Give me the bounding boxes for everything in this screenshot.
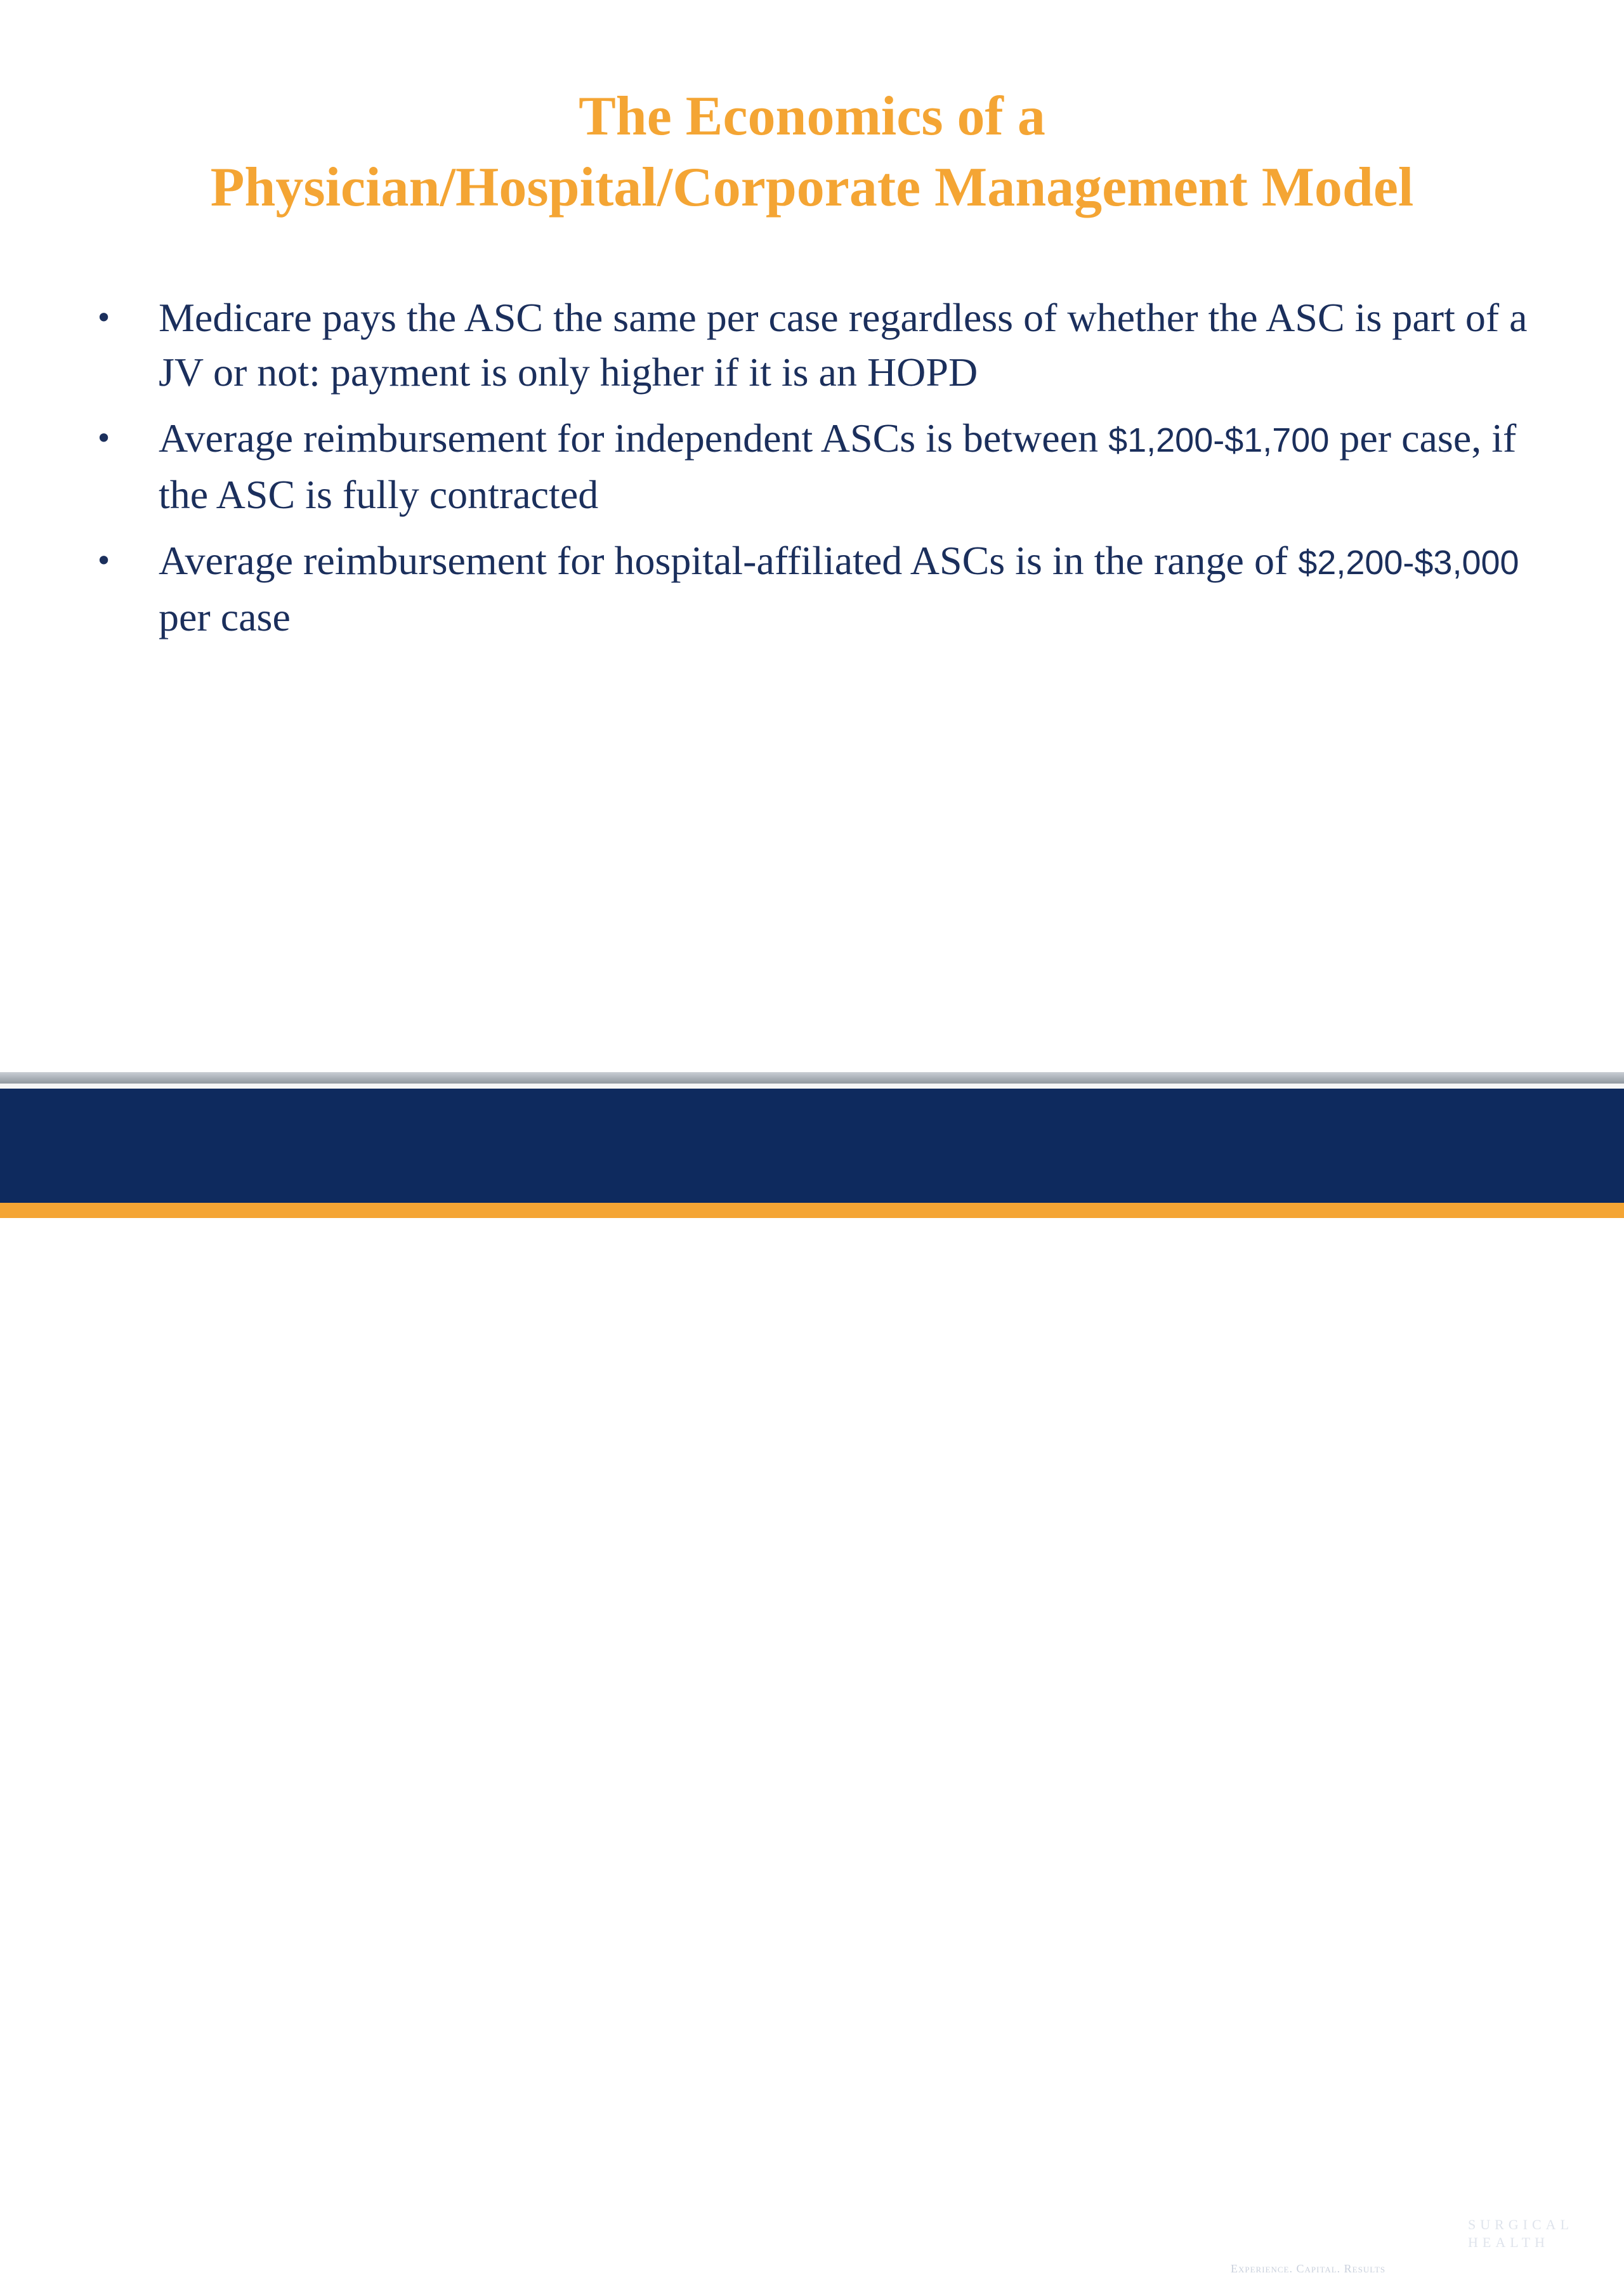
footer-white-rule <box>0 1084 1624 1089</box>
bullet-text: Medicare pays the ASC the same per case regardless of whether the ASC is part of a JV or not: payment is only higher if it is an HOPD <box>159 295 1528 395</box>
bullet-text-after: per case <box>159 594 291 639</box>
bullet-amount: $1,200-$1,700 <box>1108 421 1330 459</box>
slide-title <box>0 81 1624 223</box>
logo-wordmark: REGENT <box>1229 2209 1431 2262</box>
logo-tagline: Experience. Capital. Results <box>1231 2262 1386 2275</box>
bullet-item <box>95 534 1542 645</box>
slide-title-line-2: Physician/Hospital/Corporate Management Model <box>210 157 1414 218</box>
bullet-text: Average reimbursement for hospital-affiliated ASCs is in the range of <box>159 538 1299 583</box>
bullet-list <box>95 291 1542 656</box>
bullet-amount: $2,200-$3,000 <box>1298 544 1519 582</box>
bullet-dot-icon: • <box>95 301 113 335</box>
bullet-item <box>95 291 1542 400</box>
footer-orange-strip <box>0 1203 1624 1218</box>
slide-title-line-1: The Economics of a <box>579 86 1045 147</box>
logo-subtitle-surgical: SURGICAL <box>1468 2217 1574 2232</box>
bullet-dot-icon: • <box>95 421 113 455</box>
bullet-text: Average reimbursement for independent ASCs is between <box>159 416 1109 461</box>
caduceus-icon <box>1437 2192 1469 2269</box>
company-logo <box>1229 2191 1591 2280</box>
logo-subtitle-health: HEALTH <box>1468 2234 1549 2250</box>
footer-band <box>0 1089 1624 2275</box>
bullet-text-after: per case, if the ASC is fully contracted <box>159 416 1517 517</box>
bullet-item <box>95 411 1542 522</box>
footer-gray-rule <box>0 1072 1624 1084</box>
bullet-dot-icon: • <box>95 544 113 578</box>
